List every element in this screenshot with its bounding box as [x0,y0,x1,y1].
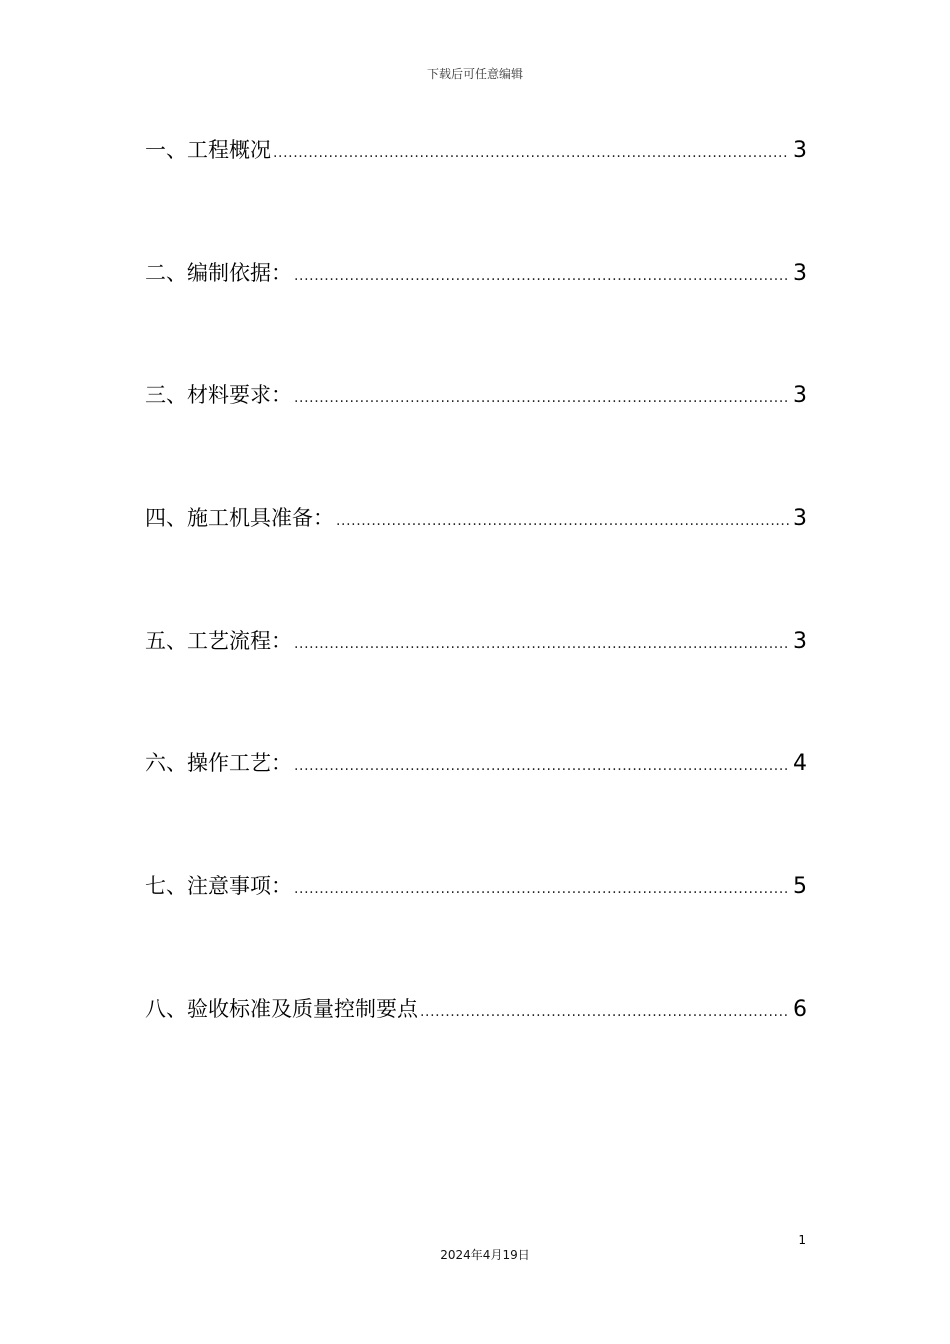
toc-dot-leader [294,624,789,664]
toc-entry-title: 四、施工机具准备： [145,506,334,531]
toc-entry-2[interactable] [145,253,807,293]
toc-dot-leader [273,133,789,173]
toc-dot-leader [294,256,789,296]
toc-dot-leader [294,746,789,786]
toc-entry-page: 4 [793,751,807,777]
toc-entry-5[interactable] [145,621,807,661]
toc-entry-title: 一、工程概况 [145,138,271,162]
page-header: 下载后可任意编辑 [426,67,523,81]
toc-entry-4[interactable] [145,498,807,538]
toc-entry-page: 6 [793,996,807,1022]
toc-dot-leader [294,378,789,418]
table-of-contents [145,130,807,1029]
toc-entry-title: 八、验收标准及质量控制要点 [145,996,418,1021]
toc-dot-leader [294,869,789,909]
toc-entry-title: 三、材料要求： [145,383,292,408]
toc-entry-7[interactable] [145,866,807,906]
toc-entry-page: 5 [793,874,807,900]
toc-entry-title: 五、工艺流程： [145,628,292,653]
toc-entry-page: 3 [793,628,807,654]
toc-entry-3[interactable] [145,375,807,415]
page-footer-date: 2024年4月19日 [440,1248,530,1262]
toc-entry-6[interactable] [145,743,807,783]
toc-entry-page: 3 [793,506,807,532]
toc-entry-title: 六、操作工艺： [145,751,292,776]
toc-entry-8[interactable] [145,989,807,1029]
toc-entry-page: 3 [793,383,807,409]
toc-entry-1[interactable] [145,130,807,170]
toc-entry-title: 七、注意事项： [145,874,292,899]
toc-dot-leader [336,501,789,541]
toc-entry-page: 3 [793,138,807,163]
page-number: 1 [798,1233,806,1247]
toc-dot-leader [420,992,789,1032]
toc-entry-title: 二、编制依据： [145,260,292,285]
toc-entry-page: 3 [793,260,807,286]
